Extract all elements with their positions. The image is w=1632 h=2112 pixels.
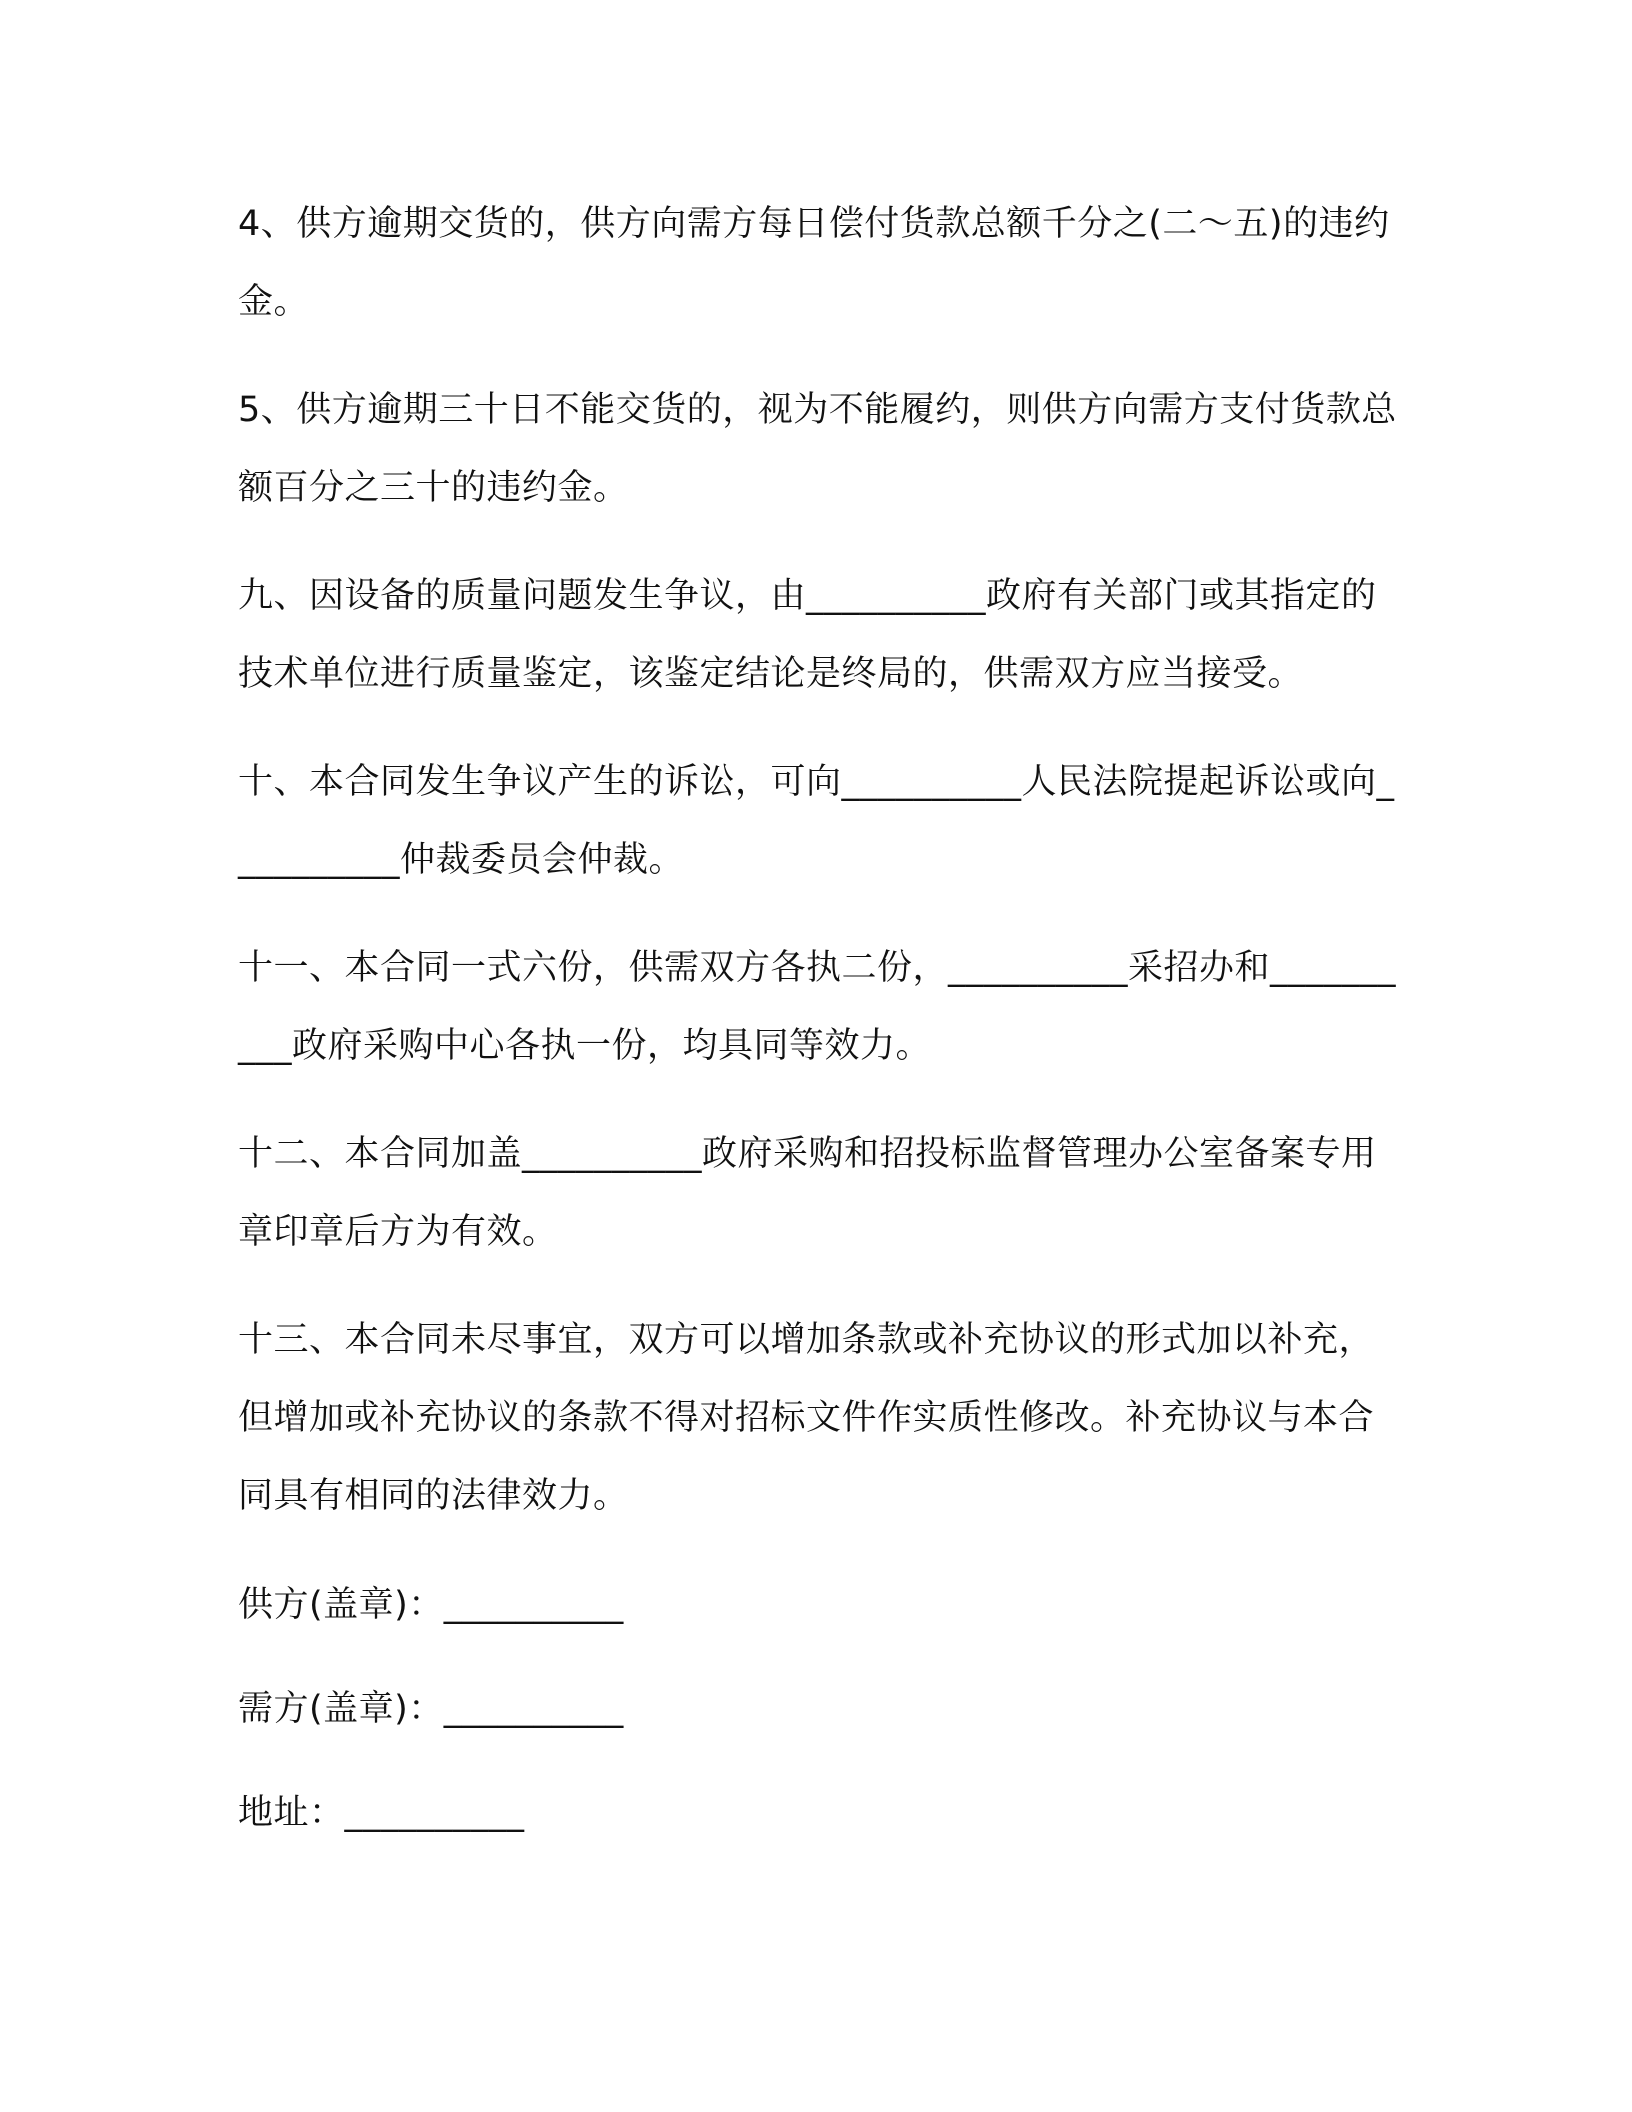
clause-11-copies: 十一、本合同一式六份，供需双方各执二份，__________采招办和__________政府采购中心各执一份，均具同等效力。	[238, 948, 1397, 1066]
document-page	[238, 185, 1398, 1877]
buyer-seal-line: 需方(盖章)：__________	[238, 1689, 624, 1729]
clause-4-late-delivery-penalty: 4、供方逾期交货的，供方向需方每日偿付货款总额千分之(二～五)的违约金。	[238, 204, 1390, 322]
clause-9-quality-dispute: 九、因设备的质量问题发生争议，由__________政府有关部门或其指定的技术单位进行质量鉴定，该鉴定结论是终局的，供需双方应当接受。	[238, 576, 1377, 694]
clause-10-litigation: 十、本合同发生争议产生的诉讼，可向__________人民法院提起诉讼或向__________仲裁委员会仲裁。	[238, 762, 1395, 880]
clause-12-seal-validity: 十二、本合同加盖__________政府采购和招投标监督管理办公室备案专用章印章后方为有效。	[238, 1134, 1377, 1252]
supplier-seal-line: 供方(盖章)：__________	[238, 1585, 624, 1625]
address-line: 地址：__________	[238, 1793, 525, 1833]
clause-13-supplementary-agreement: 十三、本合同未尽事宜，双方可以增加条款或补充协议的形式加以补充，但增加或补充协议的条款不得对招标文件作实质性修改。补充协议与本合同具有相同的法律效力。	[238, 1320, 1375, 1516]
clause-5-non-delivery-penalty: 5、供方逾期三十日不能交货的，视为不能履约，则供方向需方支付货款总额百分之三十的违约金。	[238, 390, 1397, 508]
